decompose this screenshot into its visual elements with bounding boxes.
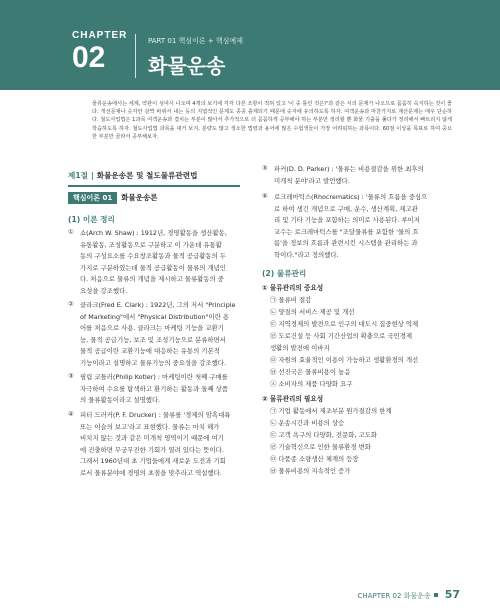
theory-line: 교수는 로크레마틱스를 "조달물류를 포함한 '물의 흐: [274, 227, 419, 236]
necessity-item: ㉣ 기술혁신으로 인한 물류환경 변화: [270, 443, 371, 451]
importance-item: ㉡ 양질의 서비스 제공 및 개선: [270, 308, 355, 316]
theory-line: 학이다."라고 정의했다.: [274, 250, 339, 259]
subsection-badge: 핵심이론 01: [68, 192, 117, 204]
item-marker: ⑥: [262, 192, 268, 200]
item-marker: ③: [68, 372, 74, 380]
page-number: 57: [444, 588, 460, 601]
theory-item: [80, 228, 250, 298]
theory-line: 로 하여 생긴 개념으로 구매, 운수, 생산계획, 재고관: [274, 204, 418, 213]
theory-line: 로크레마틱스(Rhocrematics) : '물류의 흐름을 중심으: [274, 193, 428, 201]
theory-item: [274, 192, 444, 262]
necessity-title: ② 물류관리의 필요성: [262, 395, 324, 403]
theory-line: 리 및 기타 기능을 포함하는 의미로 사용된다. 루이저: [274, 216, 420, 225]
theory-line: 기능이라고 설명하고 물류기능의 중요성을 강조했다.: [80, 358, 226, 367]
importance-item: ㉤ 자원의 효율적인 이용이 가능하고 생활환경의 개선: [270, 356, 419, 364]
theory-line: 로서 물류분야에 경영의 초점을 맞추라고 역설했다.: [80, 468, 222, 477]
importance-item: ㉥ 선진국은 물류비용이 높음: [270, 368, 351, 376]
theory-line: 능, 물적 공급기능, 보조 및 조성기능으로 분류하면서: [80, 335, 226, 344]
necessity-item: ㉢ 고객 욕구의 다양화, 전문화, 고도화: [270, 431, 378, 439]
page-footer: [358, 588, 460, 601]
theory-line: 미개척 분야'라고 발언했다.: [274, 176, 350, 185]
theory-item: [80, 410, 250, 480]
theory-item: [80, 372, 250, 407]
part-label: PART 01 핵심이론 + 핵심예제: [148, 37, 243, 45]
banner-divider: [135, 34, 136, 78]
theory-line: 필립 코틀러(Philip Kotler) : 마케팅이란 첫째 구매를: [80, 373, 228, 381]
importance-item: ㉠ 물류비 절감: [270, 296, 312, 304]
item-marker: ⑤: [262, 164, 268, 172]
theory-line: 어를 처음으로 사용. 클라크는 마케팅 기능을 교환기: [80, 324, 224, 333]
necessity-item: ㉡ 운송시간과 비용의 상승: [270, 419, 345, 427]
theory-item: [274, 164, 444, 187]
right-heading: (2) 물류관리: [262, 269, 307, 278]
theory-line: 에 진출하면 무궁무진한 기회가 열려 있다는 뜻이다.: [80, 445, 224, 454]
left-heading: (1) 이론 정리: [68, 215, 115, 224]
theory-line: 쇼(Arch W. Shaw) : 1912년, 경영활동을 생산활동,: [80, 229, 227, 237]
item-marker: ①: [68, 228, 74, 236]
importance-item: 생활의 발전에 이바지: [270, 344, 330, 352]
theory-line: 의 물류활동이라고 설명했다.: [80, 396, 161, 405]
chapter-number: 02: [72, 41, 106, 74]
importance-title: ① 물류관리의 중요성: [262, 284, 324, 292]
theory-line: 비치지 않는 것과 같은 미개척 영역이기 때문에 여기: [80, 434, 224, 443]
theory-line: 또는 이슬의 보고'라고 표현했다. 물류는 마치 해가: [80, 422, 220, 431]
theory-line: 파커(D. D. Parker) : '물류는 비용절감을 위한 최후의: [274, 165, 424, 173]
theory-line: 유통활동, 조성활동으로 구분하고 이 가운데 유통활: [80, 240, 222, 249]
theory-line: 가지로 구분하였는데 물적 공급활동이 물류의 개념인: [80, 263, 226, 272]
importance-item: ㉦ 소비자의 제품 다양화 요구: [270, 380, 353, 388]
subsection-title: 화물운송론: [121, 193, 158, 202]
theory-item: [80, 300, 250, 370]
section-number: 제1절: [68, 171, 88, 180]
theory-line: of Marketing"에서 "Physical Distribution"이란 용: [80, 312, 230, 321]
theory-line: 피터 드러커(P. F. Drucker) : 물류를 '경제의 암흑대륙: [80, 411, 231, 419]
chapter-title: 화물운송: [148, 54, 226, 78]
section-heading: [68, 170, 240, 187]
item-marker: ④: [68, 410, 74, 418]
theory-line: 동의 구성요소를 수요창조활동과 물적 공급활동의 두: [80, 252, 226, 261]
necessity-item: ㉥ 물류비용의 지속적인 증가: [270, 467, 351, 475]
theory-line: 클라크(Fred E. Clark) : 1922년, 그의 저서 "Principle: [80, 301, 236, 309]
section-title: 화물운송론 및 철도물류관련법: [96, 171, 198, 180]
importance-item: ㉣ 도로건설 등 사회 기간산업의 확충으로 국민경제: [270, 332, 413, 340]
section-separator: |: [90, 171, 94, 180]
importance-item: ㉢ 지역경제의 발전으로 인구의 대도시 집중현상 억제: [270, 320, 419, 328]
theory-line: 름'을 정보의 흐름과 관련시킨 시스템을 관리하는 과: [274, 239, 418, 248]
necessity-item: ㉠ 기업 활동에서 제조부분 원가절감의 한계: [270, 407, 392, 415]
theory-line: 요성을 강조했다.: [80, 286, 128, 295]
chapter-label: CHAPTER: [72, 30, 128, 41]
item-marker: ②: [68, 300, 74, 308]
theory-line: 자극하여 수요를 탐색하고 환기하는 활동과 둘째 상품: [80, 384, 229, 393]
chapter-intro: 물류운송에서는 세계, 약관이 섞여서 나오며 4개의 보기에 각각 다른 조항이 적혀 있고 '이 중 틀린 것은?'과 같은 식의 문제가 나오므로 꼼꼼히 숙지하는 것이 좋다. 개선문제나 숫자만 살짝 바꿔서 내는 등의 지엽적인 문제도 종종 출제되기 때문에 숫자에 유의하도록 하자. 여객운송과 마찬가지로 계산문제는 매우 단순하다. 철도사업법은 1과목 여객운송과 겹치는 부분이 많아서 추가적으로 더 꼼꼼하게 공부해야 하는 부분만 정리할 뿐 화물 기출을 풀다가 정리해서 빠트리지 않게 학습하도록 하자. 철도사업법 과목을 대거 보지, 분량도 많고 생소한 법령과 용어에 많은 수험생들이 가장 어려워하는 과목이다. 60점 이상을 목표로 하여 중요한 부분만 골라서 공부해보자.: [92, 101, 452, 140]
theory-line: 다. 처음으로 물류의 개념을 제시하고 물류활동의 중: [80, 275, 224, 284]
subsection-heading: [68, 192, 157, 204]
theory-line: 물적 공급이란 교환기능에 대응하는 유통의 기본적: [80, 347, 220, 356]
footer-square: [434, 593, 438, 597]
footer-label: CHAPTER 02 화물운송: [357, 592, 431, 600]
necessity-item: ㉤ 다품종 소량생산 체계의 등장: [270, 455, 359, 463]
theory-line: 그래서 1960년대 초 기업들에게 새로운 도전과 기회: [80, 457, 226, 466]
